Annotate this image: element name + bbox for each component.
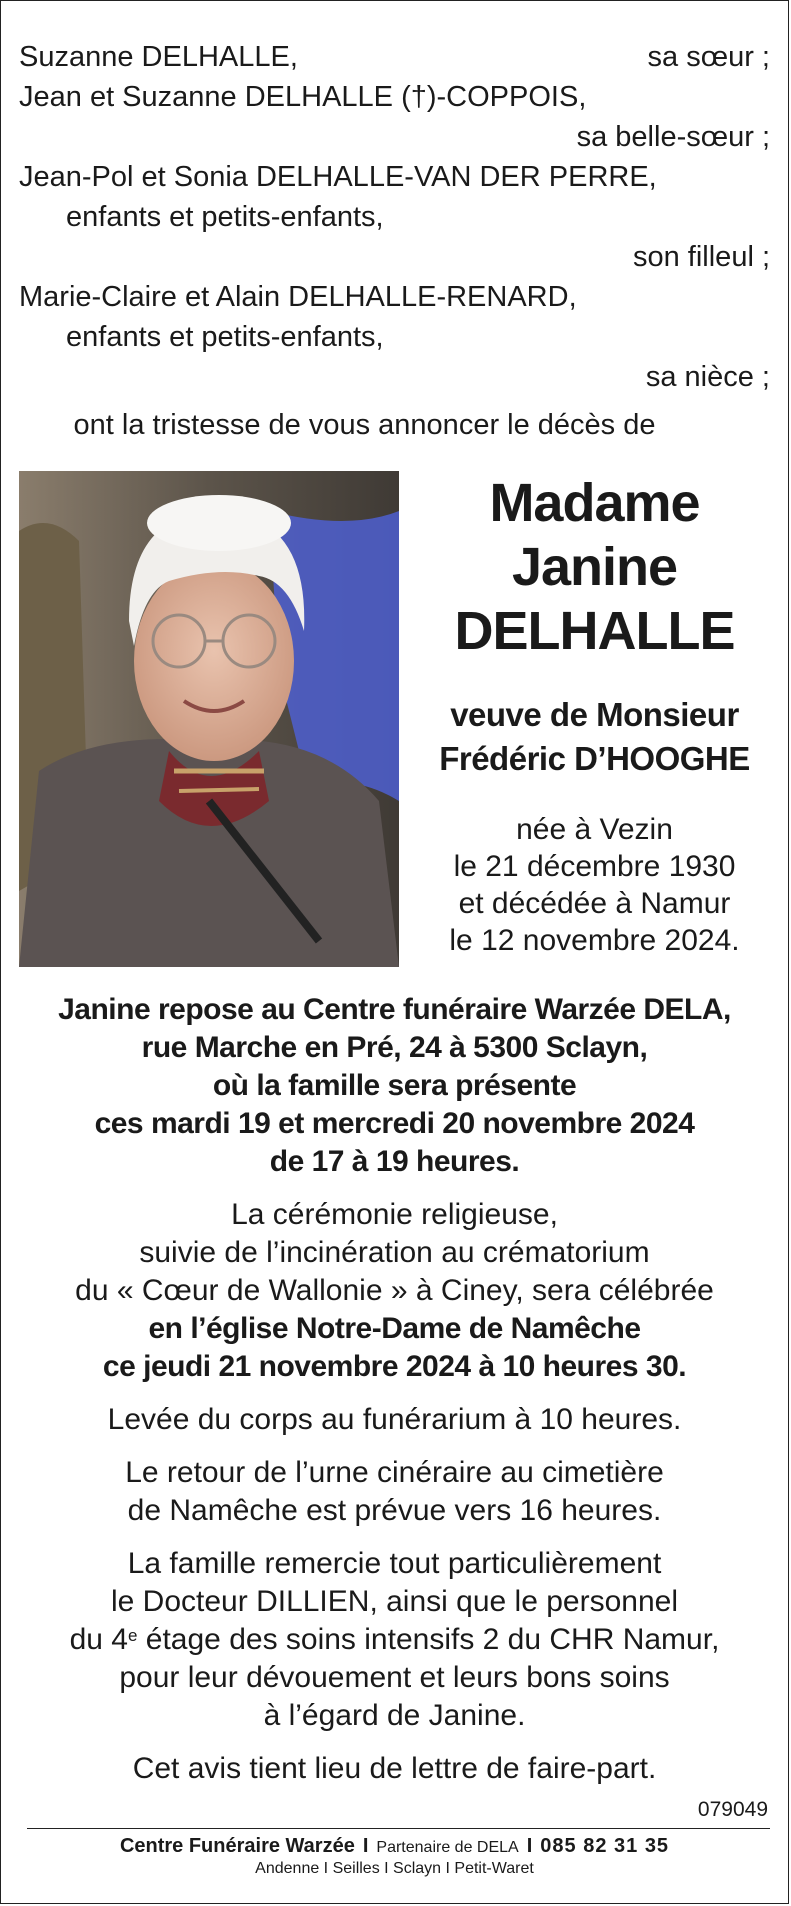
notice-line: Cet avis tient lieu de lettre de faire-part.: [132, 1752, 657, 1785]
ceremony-line: suivie de l’incinération au crématorium: [139, 1236, 650, 1269]
thanks-floor-sup: e: [127, 1626, 138, 1645]
deceased-title: Madame: [489, 473, 700, 533]
ceremony-paragraph: [1, 1196, 788, 1386]
footer-separator: I: [362, 1835, 369, 1857]
family-entry: [19, 37, 770, 77]
visitation-line: de 17 à 19 heures.: [269, 1145, 520, 1178]
family-list: [19, 37, 770, 397]
death-date: le 12 novembre 2024.: [449, 924, 740, 957]
life-dates: [401, 811, 788, 959]
thanks-paragraph: [1, 1545, 788, 1735]
deceased-first-name: Janine: [511, 537, 678, 597]
family-name: Jean-Pol et Sonia DELHALLE-VAN DER PERRE,: [19, 161, 657, 193]
notice-paragraph: [1, 1750, 788, 1788]
urn-paragraph: [1, 1454, 788, 1530]
ceremony-church: en l’église Notre-Dame de Namêche: [148, 1312, 641, 1345]
family-relation: sa belle-sœur ;: [576, 121, 770, 153]
ceremony-line: La cérémonie religieuse,: [231, 1198, 558, 1231]
visitation-line: rue Marche en Pré, 24 à 5300 Sclayn,: [141, 1031, 648, 1064]
widow-of: [401, 693, 788, 781]
family-entry: [19, 77, 770, 157]
visitation-line: où la famille sera présente: [212, 1069, 577, 1102]
thanks-line: La famille remercie tout particulièrement: [127, 1547, 662, 1580]
family-relation: sa nièce ;: [645, 361, 770, 393]
family-name: Marie-Claire et Alain DELHALLE-RENARD,: [19, 281, 577, 313]
thanks-line-floor: [1, 1621, 788, 1659]
thanks-floor-post: étage des soins intensifs 2 du CHR Namur,: [137, 1623, 720, 1656]
thanks-floor-pre: du 4: [69, 1623, 128, 1656]
footer-top-line: [1, 1835, 788, 1858]
birth-date: le 21 décembre 1930: [453, 850, 736, 883]
portrait-photo: [19, 471, 399, 967]
visitation-line: Janine repose au Centre funéraire Warzée DELA,: [58, 993, 731, 1026]
birth-place: née à Vezin: [516, 813, 673, 846]
widow-line: Frédéric D’HOOGHE: [439, 740, 750, 777]
footer-towns: Andenne I Seilles I Sclayn I Petit-Waret: [255, 1860, 534, 1877]
phone-number: 085 82 31 35: [540, 1835, 670, 1857]
partner-text: Partenaire de DELA: [376, 1839, 519, 1856]
family-relation: sa sœur ;: [647, 41, 770, 73]
deceased-last-name: DELHALLE: [454, 601, 735, 661]
reference-number: 079049: [697, 1798, 768, 1821]
levee-paragraph: [1, 1401, 788, 1439]
thanks-line: pour leur dévouement et leurs bons soins: [119, 1661, 670, 1694]
funeral-home-name: Centre Funéraire Warzée: [119, 1835, 355, 1857]
family-name: Suzanne DELHALLE,: [19, 41, 298, 73]
ceremony-datetime: ce jeudi 21 novembre 2024 à 10 heures 30.: [102, 1350, 687, 1383]
family-entry: [19, 157, 770, 277]
family-name: Jean et Suzanne DELHALLE (†)-COPPOIS,: [19, 81, 587, 113]
footer-separator: I: [526, 1835, 533, 1857]
family-relation: son filleul ;: [632, 241, 770, 273]
footer-divider: [27, 1828, 770, 1829]
ceremony-line: du « Cœur de Wallonie » à Ciney, sera célébrée: [75, 1274, 714, 1307]
levee-line: Levée du corps au funérarium à 10 heures.: [107, 1403, 682, 1436]
announce-text: ont la tristesse de vous annoncer le décès de: [73, 409, 656, 441]
family-entry: [19, 277, 770, 397]
deceased-info: [401, 471, 788, 959]
notice-body: [1, 991, 788, 1803]
thanks-line: à l’égard de Janine.: [263, 1699, 526, 1732]
thanks-line: le Docteur DILLIEN, ainsi que le personnel: [111, 1585, 678, 1618]
visitation-paragraph: [1, 991, 788, 1181]
family-sub: enfants et petits-enfants,: [66, 201, 384, 233]
widow-line: veuve de Monsieur: [450, 696, 739, 733]
death-place: et décédée à Namur: [458, 887, 731, 920]
visitation-line: ces mardi 19 et mercredi 20 novembre 2024: [94, 1107, 695, 1140]
family-sub: enfants et petits-enfants,: [66, 321, 384, 353]
footer: [1, 1835, 788, 1878]
urn-line: de Namêche est prévue vers 16 heures.: [127, 1494, 662, 1527]
urn-line: Le retour de l’urne cinéraire au cimetière: [125, 1456, 664, 1489]
